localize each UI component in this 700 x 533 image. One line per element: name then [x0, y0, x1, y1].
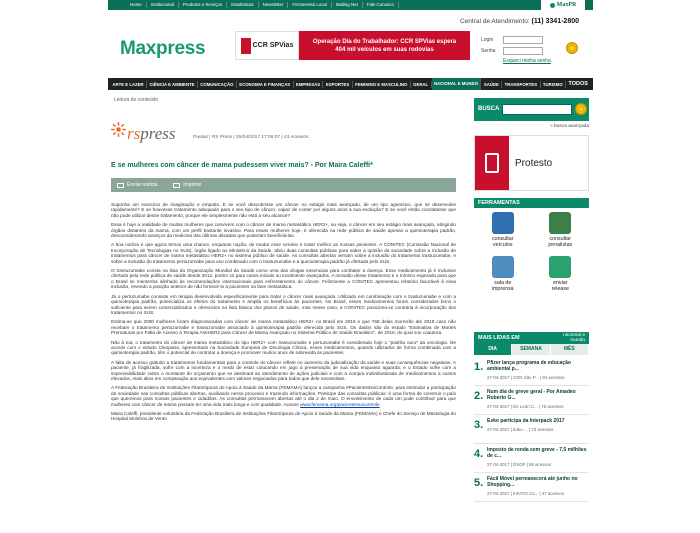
- search-bar: [474, 98, 589, 121]
- tool-item[interactable]: [474, 256, 532, 292]
- article-paragraph: Suponha um exercício de imaginação e empatia: E se você descobrisse um câncer no estágio mais avançado, de um tipo agressivo, que se desenvolve rapidamente? E se houvesse tratamento adequado para o seu tipo de câncer, capaz de conter por alguns anos a sua evolução? E se você então constatasse que não pode utilizar desse tratamento, porque ele simplesmente não está a seu alcance?: [111, 202, 456, 218]
- article-paragraph: Maira Caleffi, presidente voluntária da Federação Brasileira de Instituições Filantrópicas de Apoio à Saúde da Mama (FEMAMA) e Chefe do Serviço de Mastologia do Hospital Moinhos de Vento: [111, 411, 456, 422]
- list-item-body: [487, 448, 589, 469]
- nav-item[interactable]: TURISMO: [541, 81, 567, 88]
- tool-label: consultar: [549, 236, 571, 242]
- list-item[interactable]: [474, 390, 589, 415]
- tool-label: jornalistas: [548, 242, 573, 248]
- list-item[interactable]: [474, 448, 589, 473]
- article-paragraph-text: A Federação Brasileira de Instituições Filantrópicas de Apoio à Saúde da Mama (FEMAMA) lançou a campanha #PacientesNoControle, para estimular a participação da sociedade nas consultas públicas abertas, auxiliando nesse processo e trazendo informações. Participe das consultas públicas: é uma forma de construir o país que queremos para nossas pacientes e cidadãos. As consultas permanecem abertas até o dia 2 de maio. O envolvimento de cada um pode contribuir para que mulheres com câncer de mama possam ter uma vida mais longa e com qualidade. Acesse: [111, 385, 456, 407]
- rspress-word-b: press: [140, 124, 176, 143]
- site-logo[interactable]: Maxpress: [120, 38, 206, 59]
- print-action-button[interactable]: [173, 182, 201, 188]
- article-paragraph: Não à toa, o tratamento do câncer de mama metastático do tipo HER2+ com trastuzumabe e pertuzumabe é considerado hoje o "padrão ouro" da oncologia. De acordo com o estudo Cleopatra, apresentado na Sociedade Europeia de Oncologia Clínica, esses medicamentos, quando utilizados de forma combinada com a quimioterapia padrão, têm o potencial de controlar a doença e promover muitos anos de sobrevida às pacientes.: [111, 339, 456, 356]
- page: [108, 0, 593, 533]
- article-title: E se mulheres com câncer de mama pudessem viver mais? - Por Maira Caleffi*: [111, 162, 373, 169]
- top-link[interactable]: Mailing Net: [332, 2, 363, 8]
- protesto-b: testo: [530, 157, 553, 169]
- senha-label: Senha: [481, 48, 496, 54]
- list-item-body: [487, 419, 589, 440]
- list-item[interactable]: [474, 419, 589, 444]
- printer-icon: [173, 183, 180, 188]
- login-submit-button[interactable]: »: [566, 42, 578, 54]
- rspress-word-a: rs: [127, 124, 141, 143]
- list-item[interactable]: [474, 477, 589, 502]
- sidebar: [474, 98, 589, 496]
- list-item-title[interactable]: Imposto de renda sem greve - 7,5 milhões de c...: [487, 447, 587, 459]
- nav-item[interactable]: ECONOMIA E FINANÇAS: [237, 81, 294, 88]
- tool-item[interactable]: [474, 212, 532, 248]
- list-item-meta: 27-04-2017 | Exko ... | 73 acessos: [487, 426, 554, 432]
- ccr-mark-icon: [241, 38, 251, 54]
- print-action-label: Imprimir: [183, 182, 202, 188]
- mais-lidas-sub2: mundo: [570, 338, 585, 343]
- list-item-title[interactable]: Num dia de greve geral - Por Amadeo Roberto G...: [487, 389, 576, 401]
- list-item-number: 1.: [474, 361, 484, 373]
- list-item-number: 4.: [474, 448, 484, 460]
- maxpr-logo-icon: [550, 3, 555, 8]
- mais-lidas-title: MAIS LIDAS EM: [478, 335, 520, 341]
- search-label: BUSCA: [478, 106, 500, 112]
- rspress-mark-icon: [111, 122, 126, 137]
- tool-label: consultar: [492, 236, 514, 242]
- top-link[interactable]: Fale Conosco: [363, 2, 399, 8]
- central-label: Central de Atendimento:: [459, 18, 530, 25]
- tool-item[interactable]: [532, 212, 590, 248]
- top-link[interactable]: Institucional: [147, 2, 179, 8]
- nav-item[interactable]: ESPORTES: [323, 81, 352, 88]
- femama-link[interactable]: www.femama.org/pacientesnocontrole: [300, 401, 380, 407]
- ferramentas-header: FERRAMENTAS: [474, 198, 589, 208]
- email-action-button[interactable]: [117, 182, 157, 188]
- nav-item[interactable]: FEMININO E MASCULINO: [353, 81, 411, 88]
- top-link[interactable]: Ferramenta Local: [288, 2, 331, 8]
- mais-lidas-tab[interactable]: SEMANA: [512, 344, 550, 355]
- article-paragraph: A falta de acesso gratuito a tratamentos fundamentais para o controle do câncer reflete no aumento da judicialização da saúde e suas consequências negativas. A paciente, já fragilizada, sofre com a incerteza e o medo de estar colocando em jogo a preservação de sua vida enquanto aguarda; e o Estado sofre com a imprevisibilidade sobre o montante do orçamento que se destinará ao atendimento de ações judiciais e com a compra individualizada de medicamentos a custos elevados, mais altos em comparação aos equivalentes com valores negociados para todos que dele necessitam.: [111, 359, 456, 381]
- tool-item[interactable]: [532, 256, 590, 292]
- tool-icon: [549, 212, 571, 234]
- article-meta: Pautas | RS Press | 26/04/2017 17:05:07 | 43 Acessos: [193, 135, 309, 140]
- email-action-label: Enviar notícia: [127, 182, 158, 188]
- login-form: [481, 36, 581, 64]
- list-item-meta: 27-04-2017 | DSOP | 58 acessos: [487, 461, 552, 467]
- article-paragraph: [111, 385, 456, 407]
- top-bar: [108, 0, 593, 10]
- list-item-number: 3.: [474, 419, 484, 431]
- tool-icon: [492, 212, 514, 234]
- ad-banner[interactable]: [235, 31, 470, 60]
- list-item-number: 2.: [474, 390, 484, 402]
- nav-item[interactable]: SAÚDE: [481, 81, 502, 88]
- top-links: [126, 2, 399, 8]
- list-item-body: [487, 390, 589, 411]
- tool-label: sala de: [494, 280, 512, 286]
- login-input[interactable]: [503, 36, 543, 44]
- ccr-brand: CCR SPVias: [252, 42, 294, 49]
- nav-item[interactable]: ARTE E LAZER: [110, 81, 147, 88]
- article-paragraph: A boa notícia é que agora temos uma chance, enquanto nação, de mudar esse cenário e tratar melhor as nossas pacientes. A CONITEC (Comissão Nacional de Incorporação de Tecnologias no SUS), órgão ligado ao Ministério da Saúde, abriu duas consultas públicas para saber a opinião da sociedade sobre a inclusão de tratamentos para câncer de mama metastático HER2+ no sistema público de saúde. As consultas abertas versam sobre a inclusão do tratamento trastuzumabe, e sobre a inclusão do tratamento pertuzumabe para uso combinado com o trastuzumabe e a quimioterapia padrão já ofertada pelo SUS.: [111, 242, 456, 264]
- ccr-logo: [235, 31, 299, 60]
- banner-line1: Operação Dia do Trabalhador: CCR SPVias espera: [312, 38, 457, 45]
- nav-item[interactable]: GERAL: [411, 81, 432, 88]
- list-item-meta: 27-04-2017 | InFATO Co... | 47 acessos: [487, 490, 565, 496]
- category-nav: [108, 78, 593, 90]
- list-item-meta: 27-04-2017 | De León C... | 75 acessos: [487, 403, 564, 409]
- nav-item[interactable]: COMUNICAÇÃO: [198, 81, 237, 88]
- senha-input[interactable]: [503, 47, 543, 55]
- tool-label: release: [551, 286, 569, 292]
- nav-item[interactable]: NACIONAL E MUNDO: [432, 78, 482, 90]
- mais-lidas-tab[interactable]: MÊS: [551, 344, 589, 355]
- top-link[interactable]: Home: [126, 2, 147, 8]
- login-label: Login: [481, 37, 494, 43]
- rspress-logo: [111, 120, 186, 146]
- banner-text: [299, 31, 470, 60]
- tool-label: imprensa: [491, 286, 514, 292]
- tool-icon: [549, 256, 571, 278]
- login-row: [481, 36, 581, 44]
- top-link[interactable]: Estatísticas: [227, 2, 258, 8]
- mais-lidas-tabs: [474, 344, 589, 355]
- list-item-body: [487, 361, 589, 382]
- article-paragraph: O trastuzumabe consta na lista da Organização Mundial da Saúde como uma das drogas essenciais para combater a doença. Esse medicamento já é inclusive ofertado pela rede pública de saúde desde 2012, porém só para casos iniciais ou localmente avançados. A inclusão desse tratamento é o mínimo esperado para que o Brasil se mantenha alinhado às recomendações internacionais para enfrentamento do câncer. Felizmente a CONITEC apresentou relatório favorável à essa inclusão, revendo a posição anterior de não fornecê-lo a pacientes na fase metastática.: [111, 268, 456, 290]
- central-atendimento: [460, 18, 579, 25]
- article-paragraph: Essa é hoje a realidade de muitas mulheres que convivem com o câncer de mama metastático HER2+, ou seja, o câncer em seu estágio mais avançado, atingindo órgãos distantes da mama, com um perfil bastante invasivo. Para essas mulheres hoje, é oferecida na rede pública de saúde apenas a quimioterapia padrão, desconsiderando avanços da medicina das últimas décadas que poderiam beneficiá-las.: [111, 222, 456, 239]
- list-item-body: [487, 477, 589, 498]
- nav-item[interactable]: TRANSPORTES: [502, 81, 540, 88]
- nav-todos[interactable]: TODOS: [568, 80, 588, 87]
- advanced-search-link[interactable]: » busca avançada: [550, 124, 589, 129]
- article-body: [111, 202, 456, 426]
- list-item-number: 5.: [474, 477, 484, 489]
- mais-lidas-sub1: nacional e: [563, 333, 585, 338]
- mais-lidas-header: [474, 332, 589, 344]
- banner-line2: 404 mil veículos em suas rodovias: [335, 46, 434, 53]
- top-link[interactable]: Newsletter: [259, 2, 289, 8]
- list-item-title[interactable]: Fácil Móvel permanecerá até junho no Shopping...: [487, 476, 578, 488]
- mais-lidas-list: [474, 361, 589, 506]
- forgot-password-link[interactable]: Esqueci minha senha: [503, 58, 551, 64]
- article-paragraph: Já o pertuzumabe consiste em terapia desenvolvida especificamente para tratar o câncer mais avançado. Utilizado em combinação com o trastuzumabe e com a quimioterapia padrão, potencializa os efeitos do tratamento e amplia os benefícios às pacientes. No Brasil, esses medicamentos foram considerados bons o suficiente para serem comercializados e oferecidos na lista básica dos planos de saúde, mas nesse caso, a CONITEC posiciona-se contrária à incorporação dos tratamentos no SUS.: [111, 293, 456, 315]
- mais-lidas-tab[interactable]: DIA: [474, 344, 512, 355]
- list-item[interactable]: [474, 361, 589, 386]
- article-actions: [111, 178, 456, 192]
- list-item-title[interactable]: Pfizer lança programa de educação ambiental p...: [487, 360, 571, 372]
- tool-label: veículos: [493, 242, 513, 248]
- tools-grid: [474, 212, 589, 292]
- search-input[interactable]: [502, 104, 572, 115]
- tool-label: enviar: [553, 280, 568, 286]
- maxpr-link[interactable]: [541, 0, 585, 10]
- search-button[interactable]: »: [575, 103, 587, 115]
- breadcrumb: Leitura de conteúdo: [114, 97, 159, 103]
- protesto-mark: [475, 136, 509, 190]
- protesto-label: [509, 136, 588, 190]
- list-item-title[interactable]: Exko participa da Interpack 2017: [487, 418, 565, 424]
- top-link[interactable]: Produtos e Serviços: [179, 2, 227, 8]
- protesto-a: Pro: [515, 157, 531, 169]
- list-item-meta: 27-04-2017 | CDN São P... | 84 acessos: [487, 374, 565, 380]
- tool-icon: [492, 256, 514, 278]
- mais-lidas-section: [563, 333, 585, 343]
- maxpr-label: MaxPR: [556, 2, 577, 8]
- article-paragraph: Estima-se que 2000 mulheres foram diagnosticadas com câncer de mama metastático HER2+ no Brasil em 2016 e que 768 delas morrerão até 2018 caso não recebam o tratamento pertuzumabe e trastuzumabe associado à quimioterapia padrão oferecida pelo SUS. Os dados são do estudo "Estimativa de Mortes Prematuras por Falta de Acesso à Terapia AntiHER2 para Câncer de Mama Avançado no Sistema Público de Saúde Brasileiro", de 2016, do qual sou coautora.: [111, 319, 456, 336]
- nav-item[interactable]: CIÊNCIA E AMBIENTE: [147, 81, 198, 88]
- nav-item[interactable]: EMPRESAS: [294, 81, 324, 88]
- central-phone: (11) 3341-2800: [531, 18, 579, 25]
- fist-icon: [485, 153, 499, 173]
- protesto-banner[interactable]: [474, 135, 589, 191]
- rspress-word: [127, 124, 176, 144]
- envelope-icon: [117, 183, 124, 188]
